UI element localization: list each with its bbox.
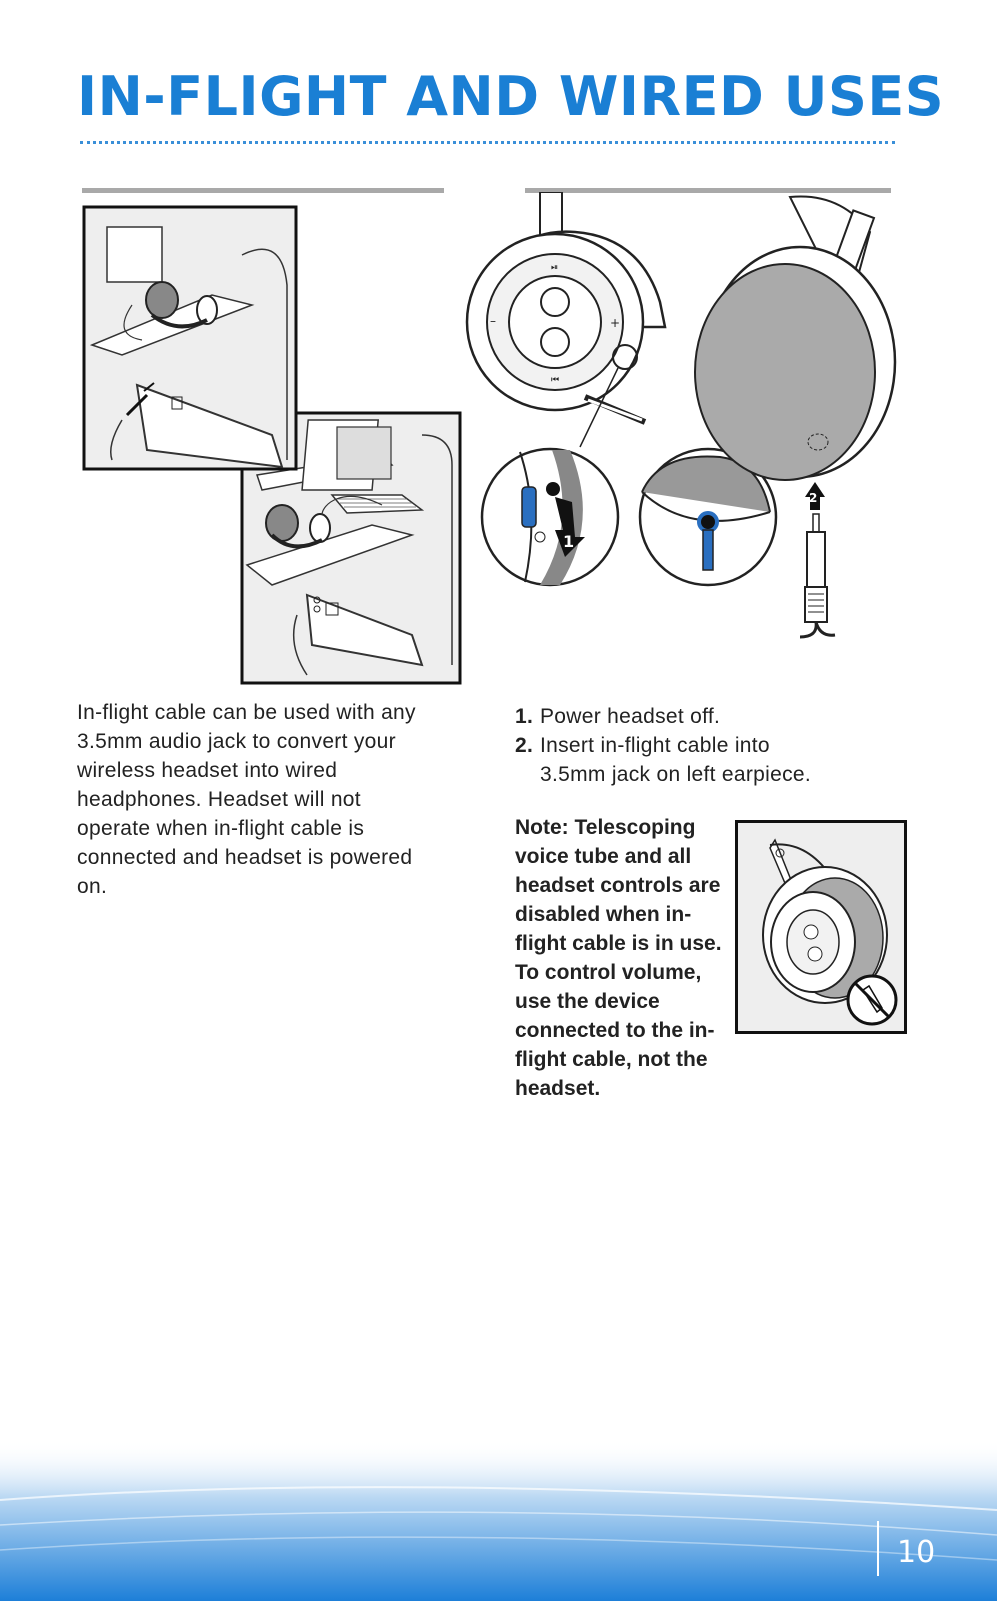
page-number-divider bbox=[877, 1521, 879, 1576]
disabled-controls-illustration bbox=[735, 820, 907, 1034]
svg-text:+: + bbox=[610, 316, 621, 330]
airplane-seat-illustration bbox=[82, 205, 462, 685]
title-divider bbox=[80, 141, 895, 144]
svg-text:⏯: ⏯ bbox=[551, 263, 559, 273]
step-text: Power headset off. bbox=[540, 705, 721, 728]
left-section-bar bbox=[82, 188, 444, 193]
note-text: Note: Telescoping voice tube and all headset controls are disabled when in-flight cable is in use. To control volume, use the device connected to the in-flight cable, not the headset. bbox=[515, 816, 722, 1100]
step-number: 1. bbox=[515, 705, 534, 728]
no-symbol-icon bbox=[848, 976, 896, 1024]
headset-illustration bbox=[460, 192, 900, 652]
instruction-steps bbox=[515, 702, 815, 789]
svg-text:–: – bbox=[490, 314, 496, 328]
step-item bbox=[515, 731, 815, 789]
step-number: 2. bbox=[515, 734, 534, 757]
step-text: Insert in-flight cable into 3.5mm jack on left earpiece. bbox=[540, 734, 812, 786]
footer-wave bbox=[0, 1440, 997, 1601]
step1-callout: 1 bbox=[563, 532, 575, 551]
step-item bbox=[515, 702, 815, 731]
page-title: IN-FLIGHT AND WIRED USES bbox=[77, 65, 945, 128]
step2-callout: 2 bbox=[809, 491, 818, 505]
description-text: In-flight cable can be used with any 3.5mm audio jack to convert your wireless headset into wired headphones. Headset will not operate when in-flight cable is connected and headset is powered on. bbox=[77, 701, 416, 898]
svg-text:⏮: ⏮ bbox=[551, 375, 560, 385]
page-number: 10 bbox=[897, 1535, 936, 1570]
